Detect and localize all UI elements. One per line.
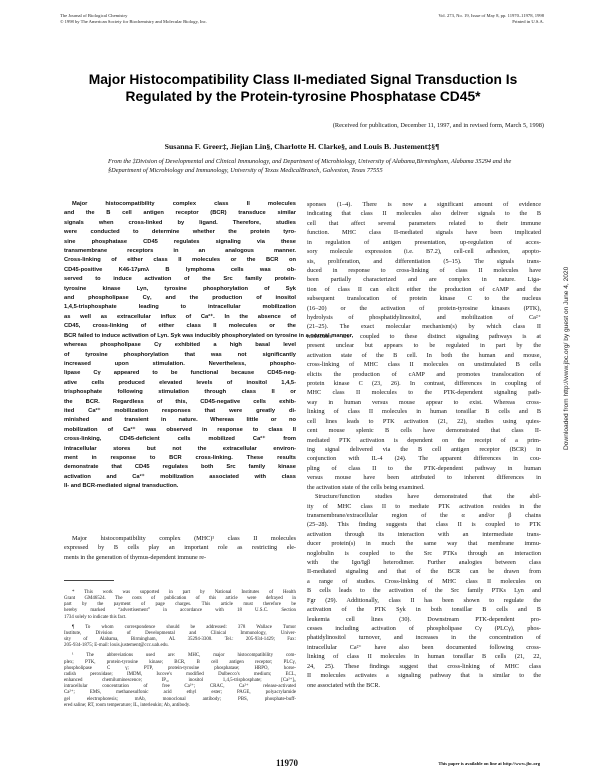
abstract-line: ment in response to BCR cross-linking. These results (64, 454, 296, 461)
body-line: conjunction with IL-4 (24). The apparent differences in cou- (307, 455, 541, 463)
body-line: II molecules activates a signaling pathway that is similar to the (307, 672, 541, 680)
affiliations (108, 158, 520, 175)
body-line: in regulation of antigen presentation, up-regulation of acces- (307, 238, 541, 246)
body-line: mediated PTK activation is dependent on the receipt of a prim- (307, 436, 541, 444)
journal-name: The Journal of Biological Chemistry (60, 13, 128, 18)
abstract-line: sine phosphatase CD45 regulates signaling via these (64, 238, 296, 245)
footnote-line: part by the payment of page charges. This article must therefore be (64, 602, 296, 608)
body-line: way in human versus mouse appear to exist. Whereas cross- (307, 398, 541, 406)
body-line: linking of class II molecules in human tonsillar B cells and B (307, 408, 541, 416)
body-line: phatidylinositol turnover, and increases in the concentration of (307, 634, 541, 642)
footnote-line: intracellular concentration of free Ca²⁺; CRAC, Ca²⁺ release-activated (64, 684, 296, 690)
abstract-line: of tyrosine phosphorylation that was not significantly (64, 351, 296, 358)
body-line: sory molecule expression (i.e. B7.2), cell-cell adhesion, apopto- (307, 248, 541, 256)
page-number: 11970 (276, 758, 299, 768)
abstract-line: II- and BCR-mediated signal transduction. (64, 483, 179, 490)
abstract-line: served to induce activation of the Src family protein- (64, 276, 296, 283)
abstract (64, 200, 354, 492)
body-line: ity of MHC class II to mediate PTK activation resides in the (307, 502, 541, 510)
body-line: noglobulin is coupled to the Src PTKs through an interaction (307, 549, 541, 557)
abstract-line: Cross-linking of either class II molecules or the BCR on (64, 257, 296, 264)
title-line: Regulated by the Protein-tyrosine Phosphatase CD45* (125, 89, 481, 104)
body-line: (25–28). This finding suggests that class II is coupled to PTK (307, 521, 541, 529)
introduction-start (64, 534, 296, 562)
footnotes (64, 590, 296, 709)
abstract-line: BCR failed to induce activation of Lyn. Syk was inducibly phosphorylated on tyrosine in a normal manner, (64, 332, 354, 339)
body-line: activation of the PTK Syk in both tonsillar B cells and B (307, 606, 541, 614)
abstract-line: and phospholipase Cγ, and the production of inositol (64, 295, 296, 302)
abstract-line: the BCR. Regardless of this, CD45-negative cells exhib- (64, 398, 296, 405)
body-line: one associated with the BCR. (307, 681, 381, 689)
footnote-line: ¹ The abbreviations used are: MHC, major histocompatibility com- (72, 653, 296, 659)
abstract-line: CD45, cross-linking of either class II molecules or the (64, 323, 296, 330)
body-line: elicits the production of cAMP and promotes translocation of (307, 370, 541, 378)
body-line: duced in response to cross-linking of class II molecules have (307, 266, 541, 274)
body-line: intracellular Ca²⁺ have also been documented following cross- (307, 643, 541, 651)
body-line: indicating that class II molecules also deliver signals to the B (307, 210, 541, 218)
body-line: hydrolysis of phosphatidylinositol, and mobilization of Ca²⁺ (307, 314, 541, 322)
body-line: pling of class II to the PTK-dependent pathway in human (307, 464, 541, 472)
abstract-line: intracellular stores but not the extracellular environ- (64, 445, 296, 452)
footnote-line: Ca²⁺; EMS, methanesulfonic acid ethyl ester; PAGE, polyacrylamide (64, 690, 296, 696)
footnote-line: radish peroxidase; IMDM, Iscove's modified Dulbecco's medium; ECL, (64, 671, 296, 677)
body-line: sponses (1–4). There is now a significant amount of evidence (307, 201, 541, 208)
volume-info: Vol. 273, No. 19, Issue of May 8, pp. 11970–11978, 1998 (438, 13, 544, 18)
abstract-line: ited Ca²⁺ mobilization responses that were greatly di- (64, 407, 296, 414)
abstract-line: and the B cell antigen receptor (BCR) transduce similar (64, 210, 296, 217)
body-line: present unclear but appears to be regulated in part by the (307, 342, 541, 350)
footnote-line: sity of Alabama, Birmingham, AL 35294-3300. Tel.: 205-934-1429; Fax: (64, 637, 296, 643)
online-availability-note: This paper is available on line at http://www.jbc.org (438, 761, 540, 766)
footnote-line: 205-934-1875; E-mail: louis.justement@ccc.uab.edu. (64, 643, 169, 649)
abstract-line: lipase Cγ appeared to be functional because CD45-neg- (64, 370, 296, 377)
footnote-line: gel electrophoresis; mAb, monoclonal antibody; PBS, phosphate-buff- (64, 696, 296, 702)
abstract-line: were conducted to determine whether the protein tyro- (64, 229, 296, 236)
body-line: subsequent translocation of protein kinase C to the nucleus (307, 295, 541, 303)
body-line: with the Igα/Igβ heterodimer. Further analogies between class (307, 559, 541, 567)
abstract-line: mobilization of Ca²⁺ was observed in response to class II (64, 426, 296, 433)
footnote-line: 1734 solely to indicate this fact. (64, 614, 127, 620)
body-line: cell that affect several parameters related to their immune (307, 219, 541, 227)
footnote-line: * This work was supported in part by National Institutes of Health (72, 590, 296, 595)
affiliation-line: From the ‡Division of Developmental and Clinical Immunology, and Department of Microbiology, University of Alabama, (108, 158, 417, 165)
article-title (64, 71, 542, 105)
body-line: been partially characterized and are complex in nature. Liga- (307, 276, 541, 284)
abstract-line: trisphosphate following stimulation through class II or (64, 389, 296, 396)
footnote-line: ¶ To whom correspondence should be addressed: 378 Wallace Tumor (72, 624, 296, 630)
body-line: a range of studies. Cross-linking of MHC class II molecules on (307, 577, 541, 585)
affiliation-line: Branch, Galveston, Texas 77555 (300, 166, 383, 174)
footnote-line: phospholipase C γ; PTP, protein-tyrosine phosphatase; HRPO, horse- (64, 665, 296, 671)
body-line: transmembrane/extracellular region of the α and/or β chains (307, 511, 541, 519)
body-line: protein kinase C (23, 26). In contrast, differences in coupling of (307, 380, 541, 388)
abstract-line: Major histocompatibility complex class II molecules (72, 201, 296, 207)
copyright-line: © 1998 by The American Society for Biochemistry and Molecular Biology, Inc. (60, 19, 207, 24)
right-column-text (307, 200, 541, 690)
body-line: versus mouse have been attributed to inherent differences in (307, 474, 541, 482)
body-line: cesses including activation of phospholipase Cγ (PLCγ), phos- (307, 624, 541, 632)
abstract-line: whereas phospholipase Cγ exhibited a high basal level (64, 342, 296, 349)
body-line: the activation state of the cells being examined. (307, 483, 425, 491)
body-line: molecules are coupled to these distinct signaling pathways is at (307, 332, 541, 340)
body-line: cross-linking of MHC class II molecules on unstimulated B cells (307, 361, 541, 369)
body-line: ing signal delivered via the B cell antigen receptor (BCR) in (307, 445, 541, 453)
abstract-line: tyrosine kinase Lyn, tyrosine phosphorylation of Syk (64, 285, 296, 292)
footnote-line: Institute, Division of Developmental and Clinical Immunology, Univer- (64, 630, 296, 636)
intro-line: ments in the generation of thymus-dependent immune re- (64, 553, 207, 561)
abstract-line: activation and Ca²⁺ mobilization associated with class (64, 473, 296, 480)
body-line: linking of class II molecules in human tonsillar B cells (21, 22, (307, 653, 541, 661)
body-line: cell lines leads to PTK activation (21, 22), studies using quies- (307, 417, 541, 425)
abstract-line: cross-linking, CD45-deficient cells mobilized Ca²⁺ from (64, 436, 296, 443)
abstract-line: CD45-positive K46-17µmλ B lymphoma cells was ob- (64, 266, 296, 273)
body-line: Fgr (29). Additionally, class II has been shown to regulate the (307, 596, 541, 604)
body-line: cent mouse splenic B cells have demonstrated that class II- (307, 427, 541, 435)
abstract-line: demonstrate that CD45 regulates both Src family kinase (64, 464, 296, 471)
body-line: ducer protein(s) in much the same way that membrane immu- (307, 540, 541, 548)
footnote-line: hereby marked “advertisement” in accordance with 18 U.S.C. Section (64, 608, 296, 614)
abstract-line: increased upon stimulation. Nevertheless, phospho- (64, 360, 296, 367)
footnote-line: enhanced chemiluminescence; IP₃, inositol 1,4,5-trisphosphate; [Ca²⁺]ᵢ, (64, 678, 296, 684)
body-line: (21–25). The exact molecular mechanism(s) by which class II (307, 323, 541, 331)
download-note: Downloaded from http://www.jbc.org/ by guest on June 4, 2020 (563, 266, 570, 450)
abstract-line: 1,4,5-trisphosphate leading to intracellular mobilization (64, 304, 296, 311)
body-line: II-mediated signaling and that of the BCR can be drawn from (307, 568, 541, 576)
body-line: sis, proliferation, and differentiation (5–15). The signals trans- (307, 257, 541, 265)
body-line: 24, 25). These findings suggest that cross-linking of MHC class (307, 662, 541, 670)
received-dates: (Received for publication, December 11, 1997, and in revised form, March 5, 1998) (332, 122, 544, 129)
printed-line: Printed in U.S.A. (512, 19, 544, 24)
abstract-line: ative cells produced elevated levels of inositol 1,4,5- (64, 379, 296, 386)
footnote-line: plex; PTK, protein-tyrosine kinase; BCR, B cell antigen receptor; PLCγ, (64, 659, 296, 665)
affiliation-line: Birmingham, Alabama 35294 and the §Department of Microbiology and Immunology, University of Texas Medical (108, 158, 512, 174)
footnote-rule (64, 580, 114, 581)
footnote-line: ered saline; RT, room temperature; IL, interleukin; Ab, antibody. (64, 702, 191, 708)
author-list: Susanna F. Greer‡, Jiejian Lin§, Charlotte H. Clarke§, and Louis B. Justement‡§¶ (164, 142, 440, 151)
body-line: leukemia cell lines (30). Downstream PTK-dependent pro- (307, 615, 541, 623)
body-line: tion of class II can elicit either the production of cAMP and the (307, 285, 541, 293)
body-line: B cells leads to the activation of the Src family PTKs Lyn and (307, 587, 541, 595)
footnote-line: Grant GM46524. The costs of publication of this article were defrayed in (64, 596, 296, 602)
abstract-line: signals when cross-linked by ligand. Therefore, studies (64, 219, 296, 226)
intro-line: expressed by B cells play an important role as restricting ele- (64, 544, 296, 552)
body-line: Structure/function studies have demonstrated that the abil- (315, 493, 541, 501)
body-line: MHC class II molecules to the PTK-dependent signaling path- (307, 389, 541, 397)
title-line: Major Histocompatibility Class II-mediated Signal Transduction Is (88, 72, 518, 87)
body-line: activation state of the B cell. In both the human and mouse, (307, 351, 541, 359)
abstract-line: minished and transient in nature. Whereas little or no (64, 417, 296, 424)
abstract-line: transmembrane receptors in an analogous manner. (64, 248, 296, 255)
body-line: function. MHC class II-mediated signals have been implicated (307, 229, 541, 237)
body-line: activation through its interaction with an intermediate trans- (307, 530, 541, 538)
abstract-line: as well as extracellular influx of Ca²⁺. In the absence of (64, 313, 296, 320)
intro-line: Major histocompatibility complex (MHC)¹ class II molecules (72, 535, 296, 542)
body-line: (16–20) or the activation of protein-tyrosine kinases (PTK), (307, 304, 541, 312)
